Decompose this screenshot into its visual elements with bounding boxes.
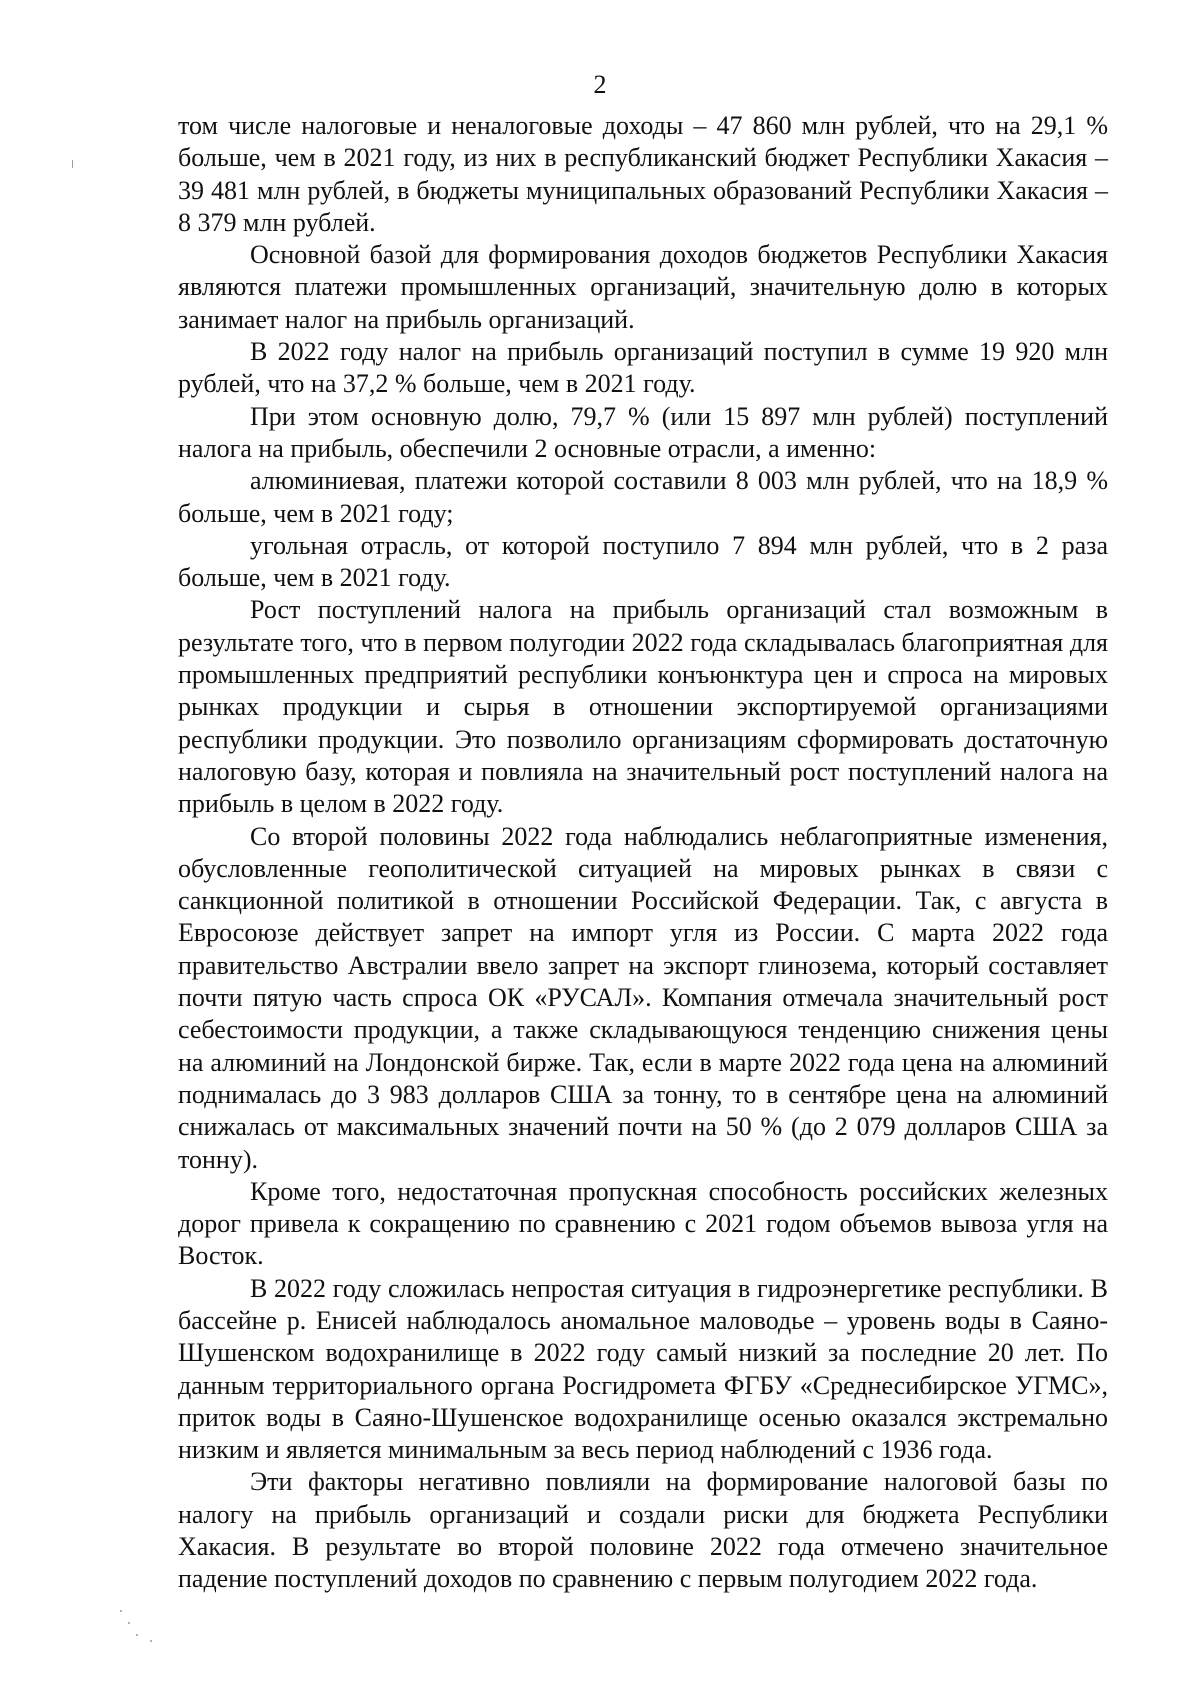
scan-artifact [150,1640,152,1642]
paragraph: В 2022 году налог на прибыль организаций поступил в сумме 19 920 млн рублей, что на 37,2 % больше, чем в 2021 году. [178,337,1108,399]
list-item: угольная отрасль, от которой поступило 7 894 млн рублей, что в 2 раза больше, чем в 2021 году. [178,530,1108,593]
list-item: алюминиевая, платежи которой составили 8 003 млн рублей, что на 18,9 % больше, чем в 2021 году; [178,466,1108,528]
paragraph: Эти факторы негативно повлияли на формирование налоговой базы по налогу на прибыль организаций и создали риски для бюджета Республики Хакасия. В результате во второй половине 2022 года отмечено значительное падение поступлений доходов по сравнению с первым полугодием 2022 года. [178,1467,1108,1594]
paragraph: Со второй половины 2022 года наблюдались неблагоприятные изменения, обусловленные геополитической ситуацией на мировых рынках в связи с санкционной политикой в отношении Российской Федерации. Так, с августа в Евросоюзе действует запрет на импорт угля из России. С марта 2022 года правительство Австралии ввело запрет на экспорт глинозема, который составляет почти пятую часть спроса ОК «РУСАЛ». Компания отмечала значительный рост себестоимости продукции, а также складывающуюся тенденцию снижения цены на алюминий на Лондонской бирже. Так, если в марте 2022 года цена на алюминий поднималась до 3 983 долларов США за тонну, то в сентябре цена на алюминий снижалась от максимальных значений почти на 50 % (до 2 079 долларов США за тонну). [178,821,1108,1174]
scan-artifact [120,1610,122,1612]
paragraph: Кроме того, недостаточная пропускная способность российских железных дорог привела к сокращению по сравнению с 2021 годом объемов вывоза угля на Восток. [178,1176,1108,1271]
paragraph: Основной базой для формирования доходов бюджетов Республики Хакасия являются платежи промышленных организаций, значительную долю в которых занимает налог на прибыль организаций. [178,240,1108,334]
scan-artifact [136,1634,138,1636]
page-number: 2 [593,70,607,99]
paragraph: В 2022 году сложилась непростая ситуация в гидроэнергетике республики. В бассейне р. Енисей наблюдалось аномальное маловодье – уровень воды в Саяно-Шушенском водохранилище в 2022 году самый низкий за последние 20 лет. По данным территориального органа Росгидромета ФГБУ «Среднесибирское УГМС», приток воды в Саяно-Шушенское водохранилище осенью оказался экстремально низким и является минимальным за весь период наблюдений с 1936 года. [178,1273,1108,1465]
document-body [178,110,1108,1596]
paragraph-continuation: том числе налоговые и неналоговые доходы – 47 860 млн рублей, что на 29,1 % больше, чем в 2021 году, из них в республиканский бюджет Республики Хакасия – 39 481 млн рублей, в бюджеты муниципальных образований Республики Хакасия – 8 379 млн рублей. [178,111,1108,237]
scan-artifact [72,160,73,168]
paragraph: Рост поступлений налога на прибыль организаций стал возможным в результате того, что в первом полугодии 2022 года складывалась благоприятная для промышленных предприятий республики конъюнктура цен и спроса на мировых рынках продукции и сырья в отношении экспортируемой организациями республики продукции. Это позволило организациям сформировать достаточную налоговую базу, которая и повлияла на значительный рост поступлений налога на прибыль в целом в 2022 году. [178,595,1108,819]
scan-artifact [128,1622,130,1624]
paragraph: При этом основную долю, 79,7 % (или 15 897 млн рублей) поступлений налога на прибыль, обеспечили 2 основные отрасли, а именно: [178,401,1108,463]
